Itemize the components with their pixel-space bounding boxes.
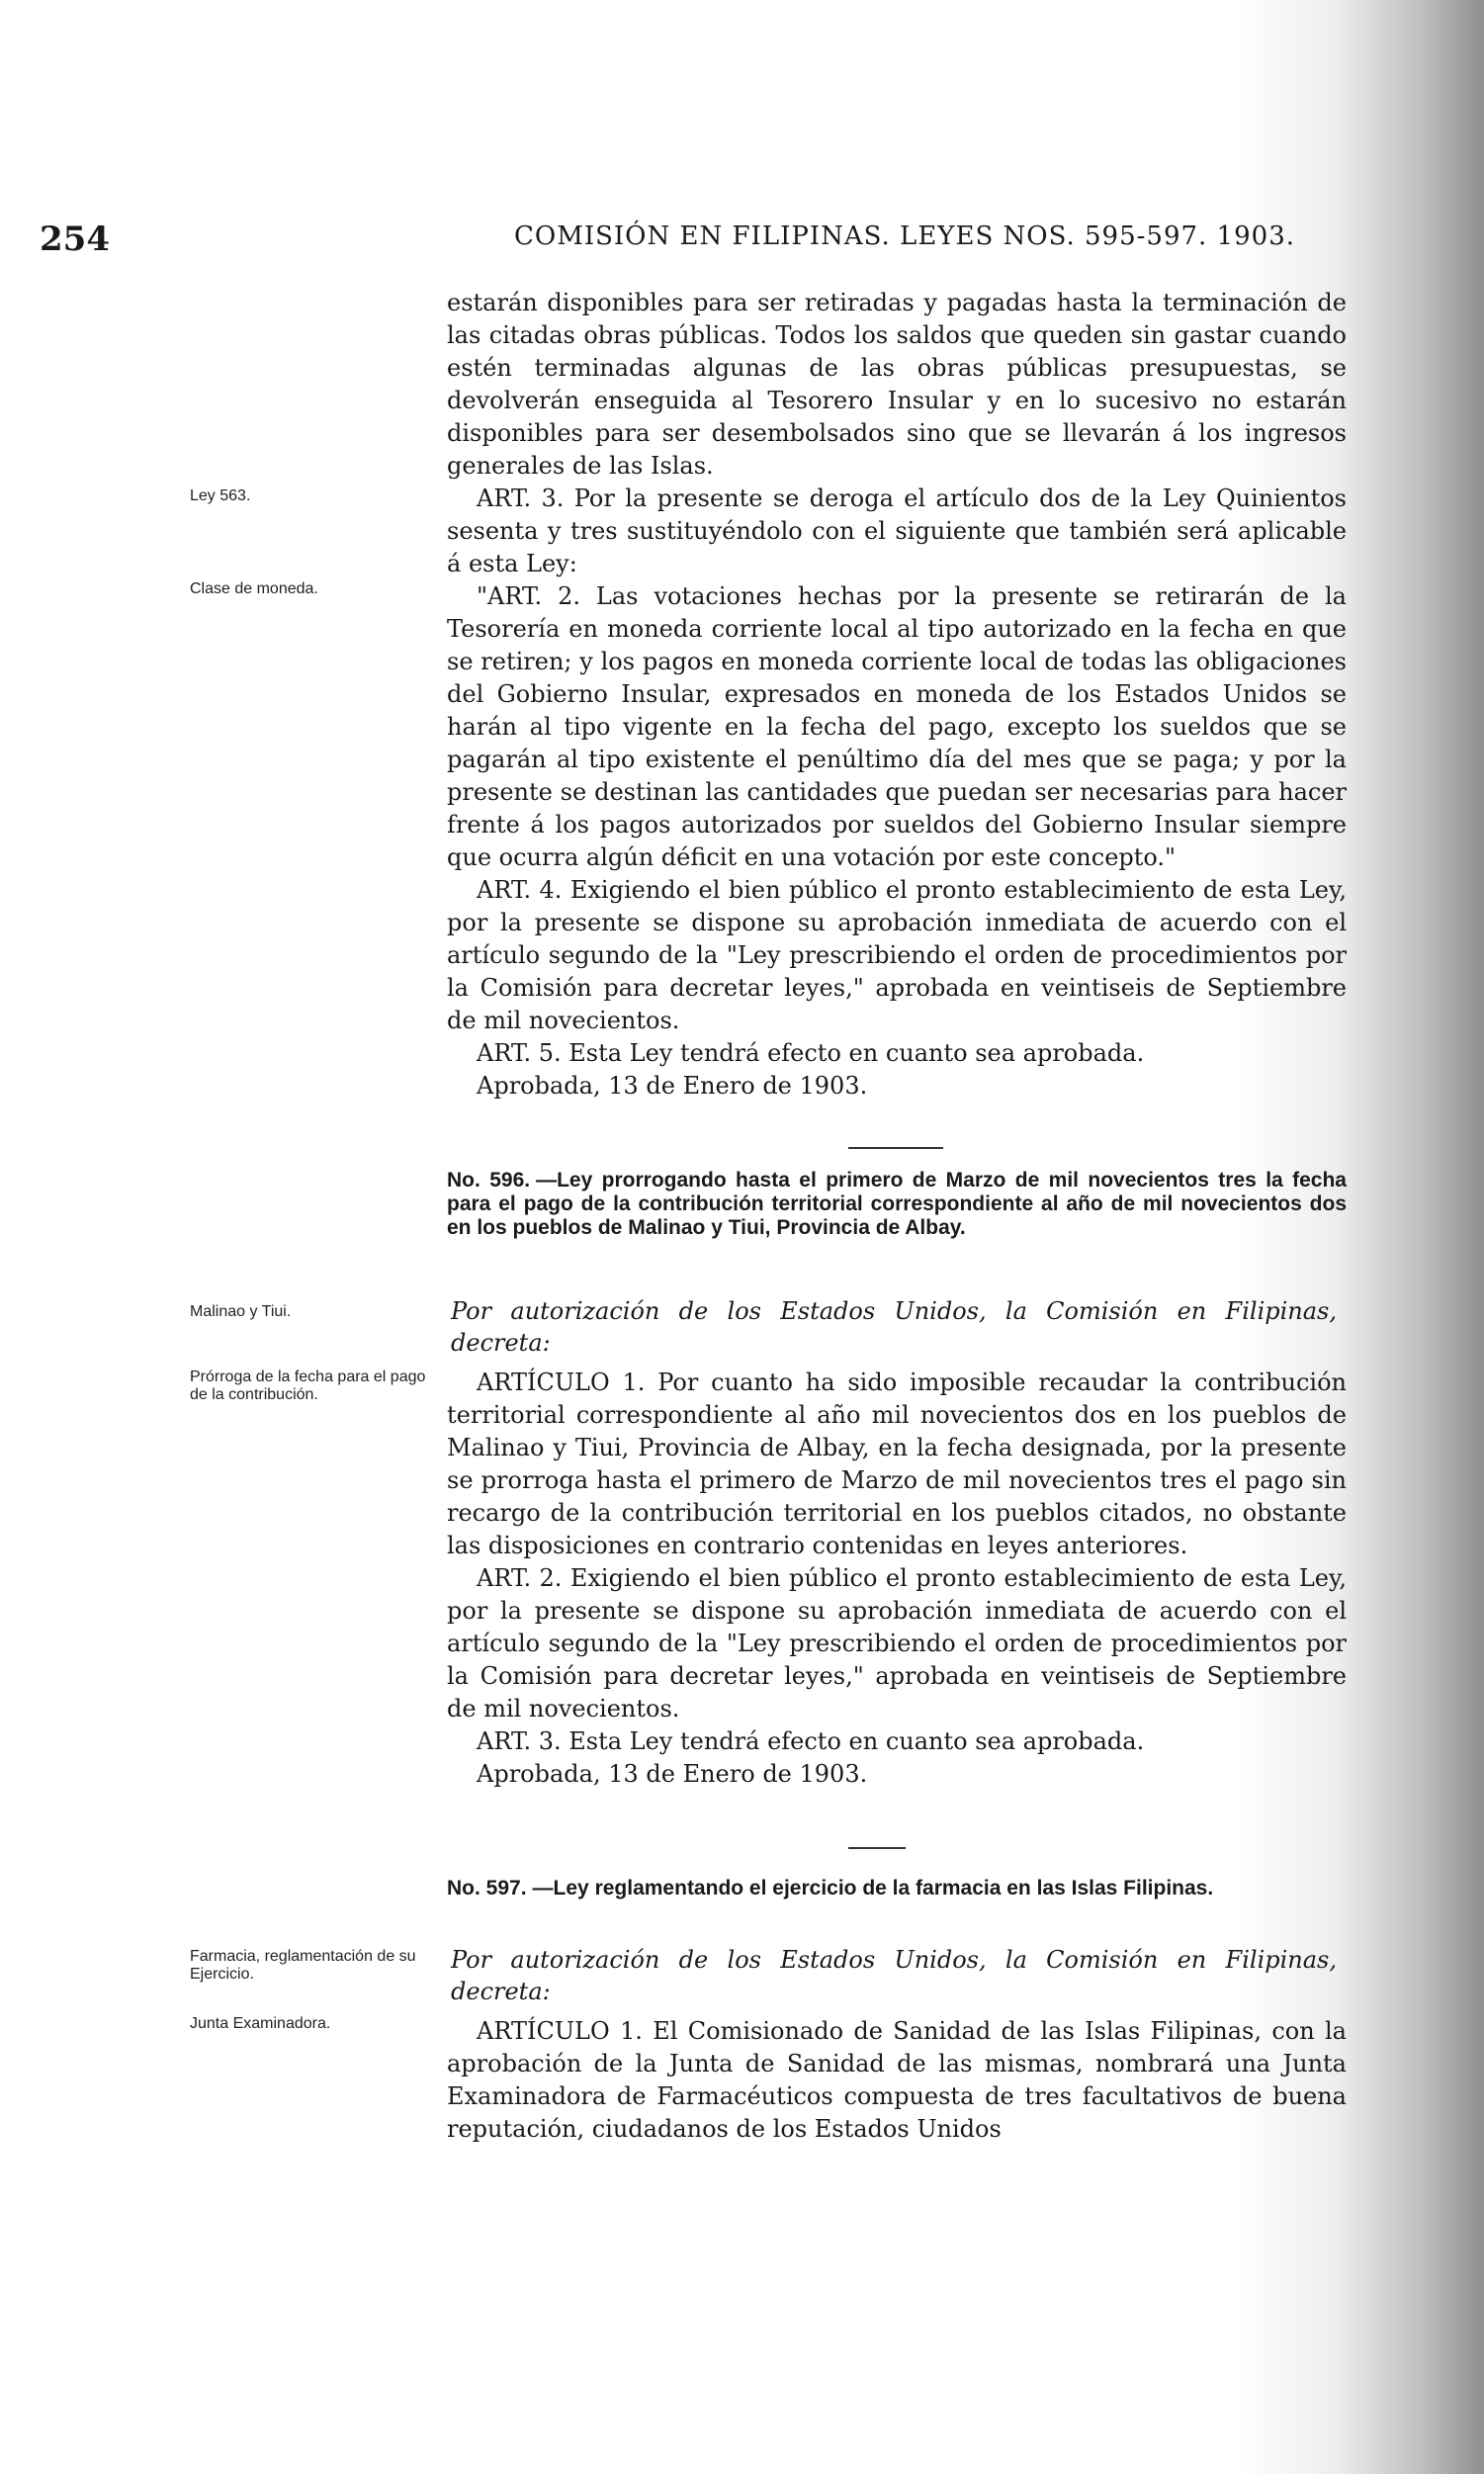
- paragraph: ART. 5. Esta Ley tendrá efecto en cuanto sea aprobada.: [477, 1039, 1145, 1067]
- article-2: ART. 2. Exigiendo el bien público el pronto establecimiento de esta Ley, por la presente se dispone su aprobación inmediata de acuerdo con el artículo segundo de la "Ley prescribiendo el orden de procedimientos por la Comisión para decretar leyes," aprobada en veintiseis de Septiembre de mil novecientos.: [447, 1564, 1347, 1723]
- enacting-clause: Por autorización de los Estados Unidos, la Comisión en Filipinas, decreta:: [451, 1946, 1337, 2005]
- law-596-title: [447, 1169, 1347, 1240]
- law-597-title: [447, 1877, 1347, 1900]
- paragraph: ART. 4. Exigiendo el bien público el pronto establecimiento de esta Ley, por la presente se dispone su aprobación inmediata de acuerdo con el artículo segundo de la "Ley prescribiendo el orden de procedimientos por la Comisión para decretar leyes," aprobada en veintiseis de Septiembre de mil novecientos.: [447, 876, 1347, 1034]
- law-596-body: [447, 1295, 1347, 1791]
- approval-date: Aprobada, 13 de Enero de 1903.: [477, 1072, 868, 1100]
- law-title-text: —Ley prorrogando hasta el primero de Marzo de mil novecientos tres la fecha para el pago de la contribución territorial correspondiente al año de mil novecientos dos en los pueblos de Malinao y Tiui, Provincia de Albay.: [447, 1169, 1347, 1239]
- margin-note-junta: Junta Examinadora.: [190, 2015, 331, 2032]
- paragraph: estarán disponibles para ser retiradas y pagadas hasta la terminación de las citadas obras públicas. Todos los saldos que queden sin gastar cuando estén terminadas algunas de las obras públicas presupuestas, se devolverán enseguida al Tesorero Insular y en lo sucesivo no estarán disponibles para ser desembolsados sino que se llevarán á los ingresos generales de las Islas.: [447, 289, 1347, 480]
- law-597-body: [447, 1944, 1347, 2146]
- article-1: ARTÍCULO 1. El Comisionado de Sanidad de las Islas Filipinas, con la aprobación de la Junta de Sanidad de las mismas, nombrará una Junta Examinadora de Farmacéuticos compuesta de tres facultativos de buena reputación, ciudadanos de los Estados Unidos: [447, 2017, 1347, 2143]
- section-divider: [848, 1147, 943, 1149]
- article-1: ARTÍCULO 1. Por cuanto ha sido imposible recaudar la contribución territorial correspondiente al año mil novecientos dos en los pueblos de Malinao y Tiui, Provincia de Albay, en la fecha designada, por la presente se prorroga hasta el primero de Marzo de mil novecientos tres el pago sin recargo de la contribución territorial en los pueblos citados, no obstante las disposiciones en contrario contenidas en leyes anteriores.: [447, 1369, 1347, 1559]
- law-number: No. 596.: [447, 1169, 531, 1192]
- margin-note-ley-563: Ley 563.: [190, 487, 251, 504]
- paragraph: ART. 3. Por la presente se deroga el artículo dos de la Ley Quinientos sesenta y tres sustituyéndolo con el siguiente que también será aplicable á esta Ley:: [447, 485, 1347, 577]
- margin-note-prorroga: Prórroga de la fecha para el pago de la contribución.: [190, 1369, 426, 1403]
- law-title-text: —Ley reglamentando el ejercicio de la farmacia en las Islas Filipinas.: [532, 1877, 1214, 1900]
- running-header: COMISIÓN EN FILIPINAS. LEYES NOS. 595-597. 1903.: [514, 221, 1296, 251]
- law-number: No. 597.: [447, 1877, 527, 1900]
- law-595-continuation: [447, 287, 1347, 1103]
- enacting-clause: Por autorización de los Estados Unidos, la Comisión en Filipinas, decreta:: [451, 1297, 1337, 1357]
- approval-date: Aprobada, 13 de Enero de 1903.: [477, 1760, 868, 1788]
- margin-note-farmacia: Farmacia, reglamentación de su Ejercicio.: [190, 1948, 416, 1983]
- article-3: ART. 3. Esta Ley tendrá efecto en cuanto sea aprobada.: [477, 1727, 1145, 1755]
- section-divider: [848, 1847, 906, 1849]
- paragraph: "ART. 2. Las votaciones hechas por la presente se retirarán de la Tesorería en moneda corriente local al tipo autorizado en la fecha en que se retiren; y los pagos en moneda corriente local de todas las obligaciones del Gobierno Insular, expresados en moneda de los Estados Unidos se harán al tipo vigente en la fecha del pago, excepto los sueldos que se pagarán al tipo existente el penúltimo día del mes que se paga; y por la presente se destinan las cantidades que puedan ser necesarias para hacer frente á los pagos autorizados por sueldos del Gobierno Insular siempre que ocurra algún déficit en una votación por este concepto.": [447, 582, 1347, 871]
- page-number: 254: [40, 220, 110, 259]
- margin-note-clase-moneda: Clase de moneda.: [190, 580, 318, 597]
- margin-note-malinao-tiui: Malinao y Tiui.: [190, 1303, 292, 1320]
